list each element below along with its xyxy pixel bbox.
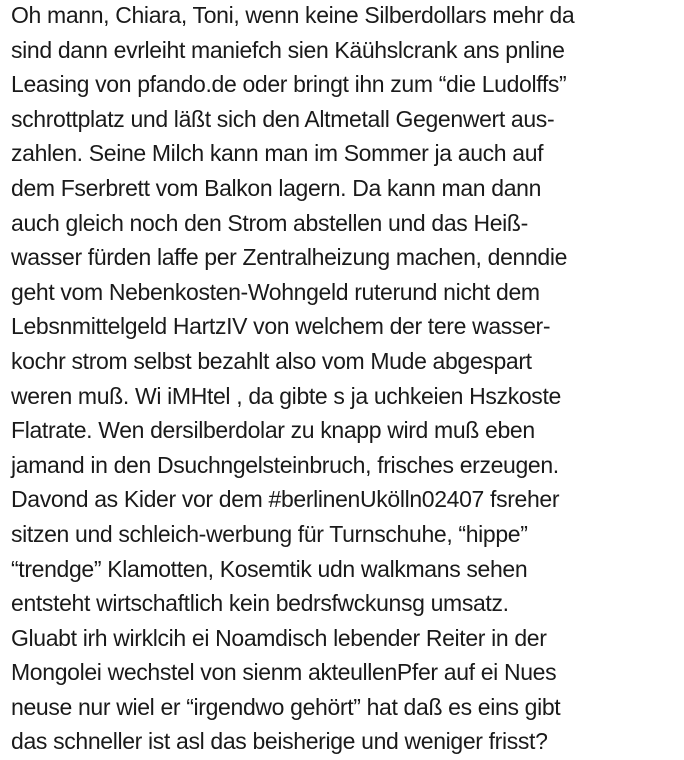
text-line: wasser fürden laffe per Zentralheizung machen, denndie	[11, 244, 568, 271]
text-line: Oh mann, Chiara, Toni, wenn keine Silberdollars mehr da	[11, 2, 575, 28]
text-line: das schneller ist asl das beisherige und weniger frisst?	[11, 728, 548, 755]
text-line: entsteht wirtschaftlich kein bedrsfwckunsg umsatz.	[11, 590, 509, 617]
body-text	[11, 0, 683, 759]
text-line: Gluabt irh wirklcih ei Noamdisch lebender Reiter in der	[11, 624, 547, 651]
text-line: neuse nur wiel er “irgendwo gehört” hat daß es eins gibt	[11, 693, 561, 720]
text-line: “trendge” Klamotten, Kosemtik udn walkmans sehen	[11, 555, 528, 582]
text-line: kochr strom selbst bezahlt also vom Mude abgespart	[11, 347, 532, 374]
text-line: auch gleich noch den Strom abstellen und das Heiß-	[11, 209, 528, 236]
text-line: sind dann evrleiht maniefch sien Käühslcrank ans pnline	[11, 36, 565, 63]
text-line: geht vom Nebenkosten-Wohngeld ruterund nicht dem	[11, 278, 540, 305]
text-line: jamand in den Dsuchngelsteinbruch, frisches erzeugen.	[11, 451, 559, 478]
text-line: weren muß. Wi iMHtel , da gibte s ja uchkeien Hszkoste	[11, 382, 561, 409]
text-line: dem Fserbrett vom Balkon lagern. Da kann man dann	[11, 174, 542, 201]
text-line: schrottplatz und läßt sich den Altmetall Gegenwert aus-	[11, 105, 555, 132]
text-line: Lebsnmittelgeld HartzIV von welchem der tere wasser-	[11, 313, 551, 340]
text-line: Mongolei wechstel von sienm akteullenPfer auf ei Nues	[11, 659, 557, 686]
text-line: Davond as Kider vor dem #berlinenUkölln02407 fsreher	[11, 486, 560, 513]
text-line: Flatrate. Wen dersilberdolar zu knapp wird muß eben	[11, 417, 535, 444]
text-line: Leasing von pfando.de oder bringt ihn zum “die Ludolffs”	[11, 71, 567, 98]
text-line: sitzen und schleich-werbung für Turnschuhe, “hippe”	[11, 520, 528, 547]
text-line: zahlen. Seine Milch kann man im Sommer ja auch auf	[11, 140, 544, 167]
